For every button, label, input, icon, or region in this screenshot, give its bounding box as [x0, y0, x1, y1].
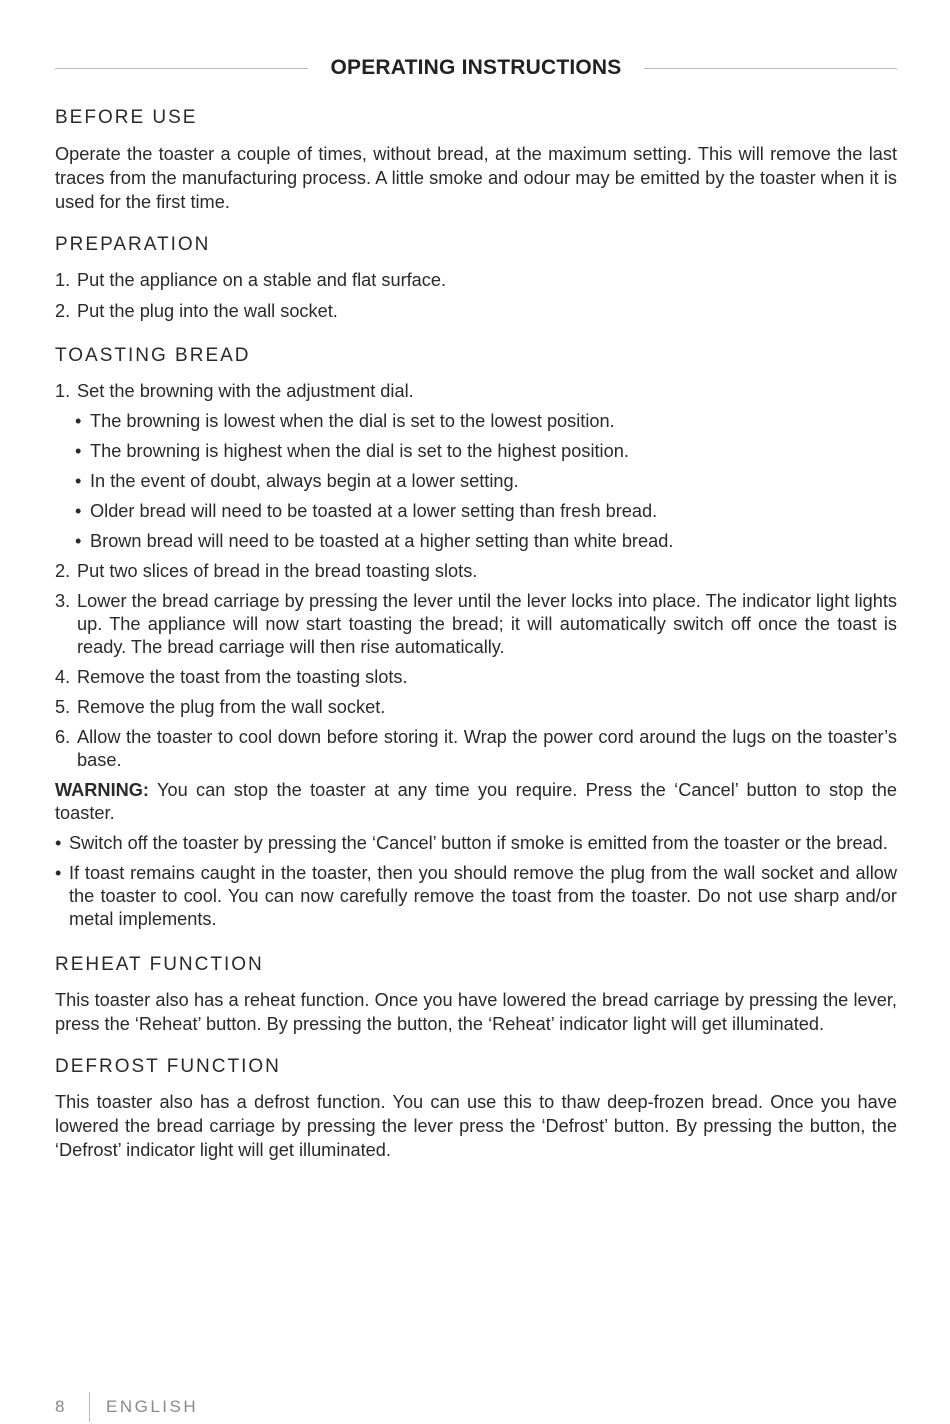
list-item [55, 380, 897, 403]
bullet-text: The browning is highest when the dial is set to the highest position. [90, 441, 629, 461]
browning-bullet [75, 440, 897, 463]
browning-bullet [75, 410, 897, 433]
page-footer [55, 1392, 198, 1422]
list-item [55, 269, 897, 292]
browning-bullet [75, 470, 897, 493]
list-item [55, 560, 897, 583]
bullet-glyph: • [75, 411, 82, 431]
header-rule-right [644, 68, 897, 69]
bullet-glyph: • [55, 833, 62, 853]
browning-bullet [75, 530, 897, 553]
section-title-reheat-function: REHEAT FUNCTION [55, 954, 264, 975]
item-text: Remove the toast from the toasting slots. [77, 667, 408, 687]
warning-bullet [55, 832, 897, 855]
item-number: 1. [55, 381, 71, 401]
bullet-text: In the event of doubt, always begin at a lower setting. [90, 471, 519, 491]
section-title-toasting-bread: TOASTING BREAD [55, 345, 251, 366]
item-number: 2. [55, 301, 71, 321]
bullet-glyph: • [55, 863, 62, 883]
item-number: 1. [55, 270, 71, 290]
section-title-before-use: BEFORE USE [55, 107, 198, 128]
item-text: Allow the toaster to cool down before storing it. Wrap the power cord around the lugs on the toaster’s base. [77, 727, 897, 770]
page-number: 8 [55, 1397, 67, 1416]
warning-label: WARNING: [55, 780, 149, 800]
defrost-text: This toaster also has a defrost function. You can use this to thaw deep-frozen bread. Once you have lowered the bread carriage by pressing the lever press the ‘Defrost’ button. By pressing the button, the ‘Defrost’ indicator light will get illuminated. [55, 1092, 897, 1160]
bullet-text: The browning is lowest when the dial is set to the lowest position. [90, 411, 615, 431]
item-number: 6. [55, 727, 71, 747]
bullet-text: If toast remains caught in the toaster, then you should remove the plug from the wall socket and allow the toaster to cool. You can now carefully remove the toast from the toaster. Do not use sharp and/or metal implements. [69, 863, 897, 929]
page-title: OPERATING INSTRUCTIONS [330, 56, 622, 79]
item-number: 3. [55, 591, 71, 611]
browning-bullet [75, 500, 897, 523]
header-rule-left [55, 68, 308, 69]
bullet-glyph: • [75, 471, 82, 491]
reheat-text: This toaster also has a reheat function. Once you have lowered the bread carriage by pressing the lever, press the ‘Reheat’ button. By pressing the button, the ‘Reheat’ indicator light will get illuminated. [55, 990, 897, 1034]
item-text: Put the plug into the wall socket. [77, 301, 338, 321]
warning-text [55, 779, 897, 825]
item-text: Lower the bread carriage by pressing the lever until the lever locks into place. The indicator light lights up. The appliance will now start toasting the bread; it will automatically switch off once the toast is ready. The bread carriage will then rise automatically. [77, 591, 897, 657]
item-text: Put the appliance on a stable and flat surface. [77, 270, 447, 290]
bullet-glyph: • [75, 441, 82, 461]
footer-divider [89, 1392, 90, 1422]
toasting-steps [55, 380, 897, 931]
item-number: 4. [55, 667, 71, 687]
list-item [55, 696, 897, 719]
manual-page [55, 50, 897, 1162]
item-text: Put two slices of bread in the bread toasting slots. [77, 561, 478, 581]
bullet-text: Switch off the toaster by pressing the ‘Cancel’ button if smoke is emitted from the toaster or the bread. [69, 833, 888, 853]
preparation-list [55, 269, 897, 323]
list-item [55, 726, 897, 772]
item-number: 5. [55, 697, 71, 717]
bullet-text: Older bread will need to be toasted at a lower setting than fresh bread. [90, 501, 658, 521]
item-text: Remove the plug from the wall socket. [77, 697, 386, 717]
item-number: 2. [55, 561, 71, 581]
bullet-text: Brown bread will need to be toasted at a higher setting than white bread. [90, 531, 674, 551]
list-item [55, 666, 897, 689]
bullet-glyph: • [75, 501, 82, 521]
footer-language: ENGLISH [106, 1397, 199, 1416]
list-item [55, 590, 897, 659]
before-use-text: Operate the toaster a couple of times, without bread, at the maximum setting. This will remove the last traces from the manufacturing process. A little smoke and odour may be emitted by the toaster when it is used for the first time. [55, 144, 897, 212]
page-header [55, 50, 897, 86]
section-title-defrost-function: DEFROST FUNCTION [55, 1056, 281, 1077]
list-item [55, 300, 897, 323]
warning-body: You can stop the toaster at any time you require. Press the ‘Cancel’ button to stop the toaster. [55, 780, 897, 823]
item-text: Set the browning with the adjustment dial. [77, 381, 414, 401]
warning-bullet [55, 862, 897, 931]
section-title-preparation: PREPARATION [55, 234, 211, 255]
bullet-glyph: • [75, 531, 82, 551]
